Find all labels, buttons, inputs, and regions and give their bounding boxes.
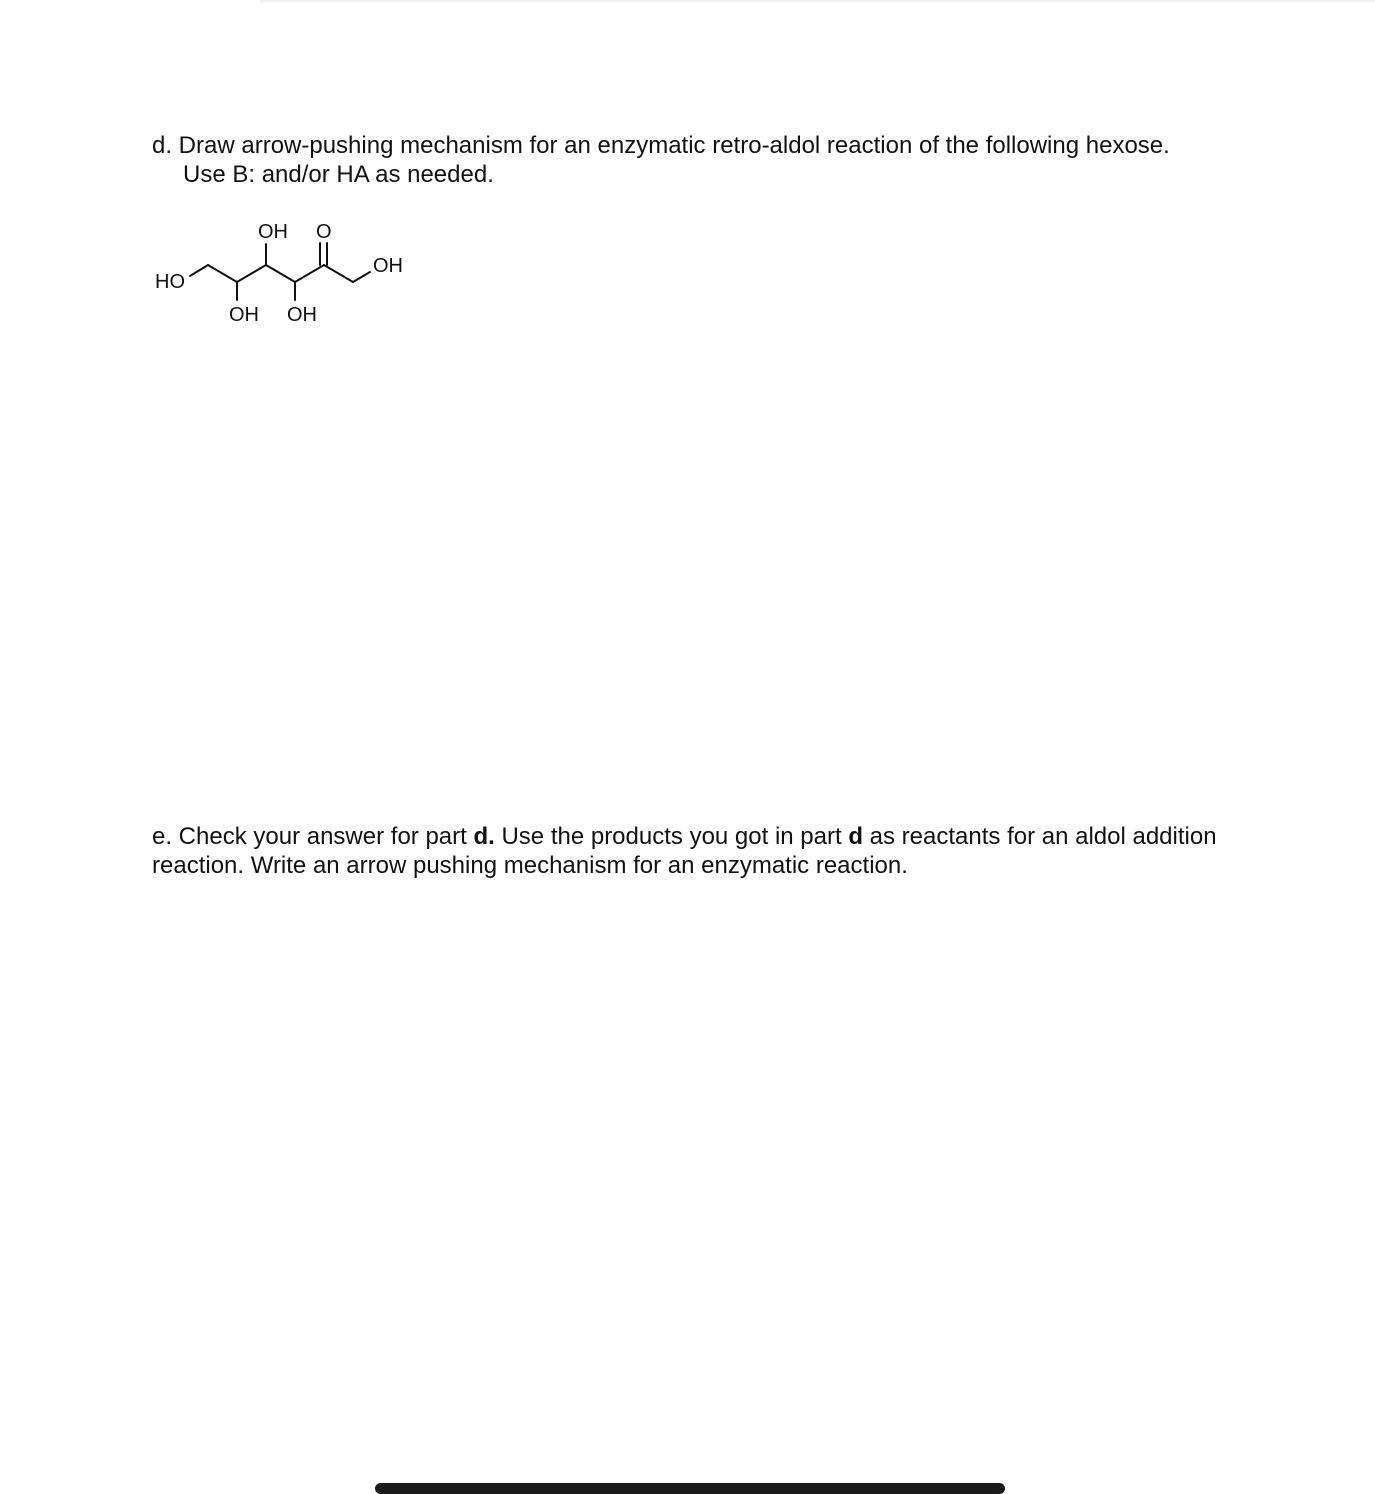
home-indicator[interactable] — [375, 1483, 1005, 1494]
bond-c5-c6 — [324, 265, 353, 282]
question-d — [152, 131, 1312, 189]
hexose-structure — [140, 210, 430, 335]
question-d-line1: d. Draw arrow-pushing mechanism for an enzymatic retro-aldol reaction of the following hexose. — [152, 132, 1170, 159]
bond-c6-oh — [353, 272, 370, 282]
label-oh-right: OH — [373, 255, 403, 277]
top-edge-shadow — [260, 0, 1375, 4]
question-e-text-2: Use the products you got in part — [494, 823, 849, 850]
label-o-top: O — [316, 221, 332, 243]
question-e-text-1: e. Check your answer for part — [152, 823, 474, 850]
question-e-bold-2: d — [848, 823, 863, 850]
question-e — [152, 822, 1272, 880]
question-e-bold-1: d. — [473, 823, 495, 850]
label-oh-bottom-1: OH — [229, 304, 259, 326]
label-oh-bottom-2: OH — [287, 304, 317, 326]
bond-c3-c4 — [266, 265, 295, 282]
question-e-text-3: as reactants for an aldol addition reaction. Write an arrow pushing mechanism for an enzymatic reaction. — [152, 823, 1217, 879]
bond-c1-o — [190, 265, 208, 276]
question-d-line2: Use B: and/or HA as needed. — [183, 161, 494, 188]
bond-c1-c2 — [208, 265, 237, 282]
bond-c2-c3 — [237, 265, 266, 282]
label-oh-top: OH — [258, 221, 288, 243]
bond-c4-c5 — [295, 265, 324, 282]
label-ho-left: HO — [155, 271, 185, 293]
